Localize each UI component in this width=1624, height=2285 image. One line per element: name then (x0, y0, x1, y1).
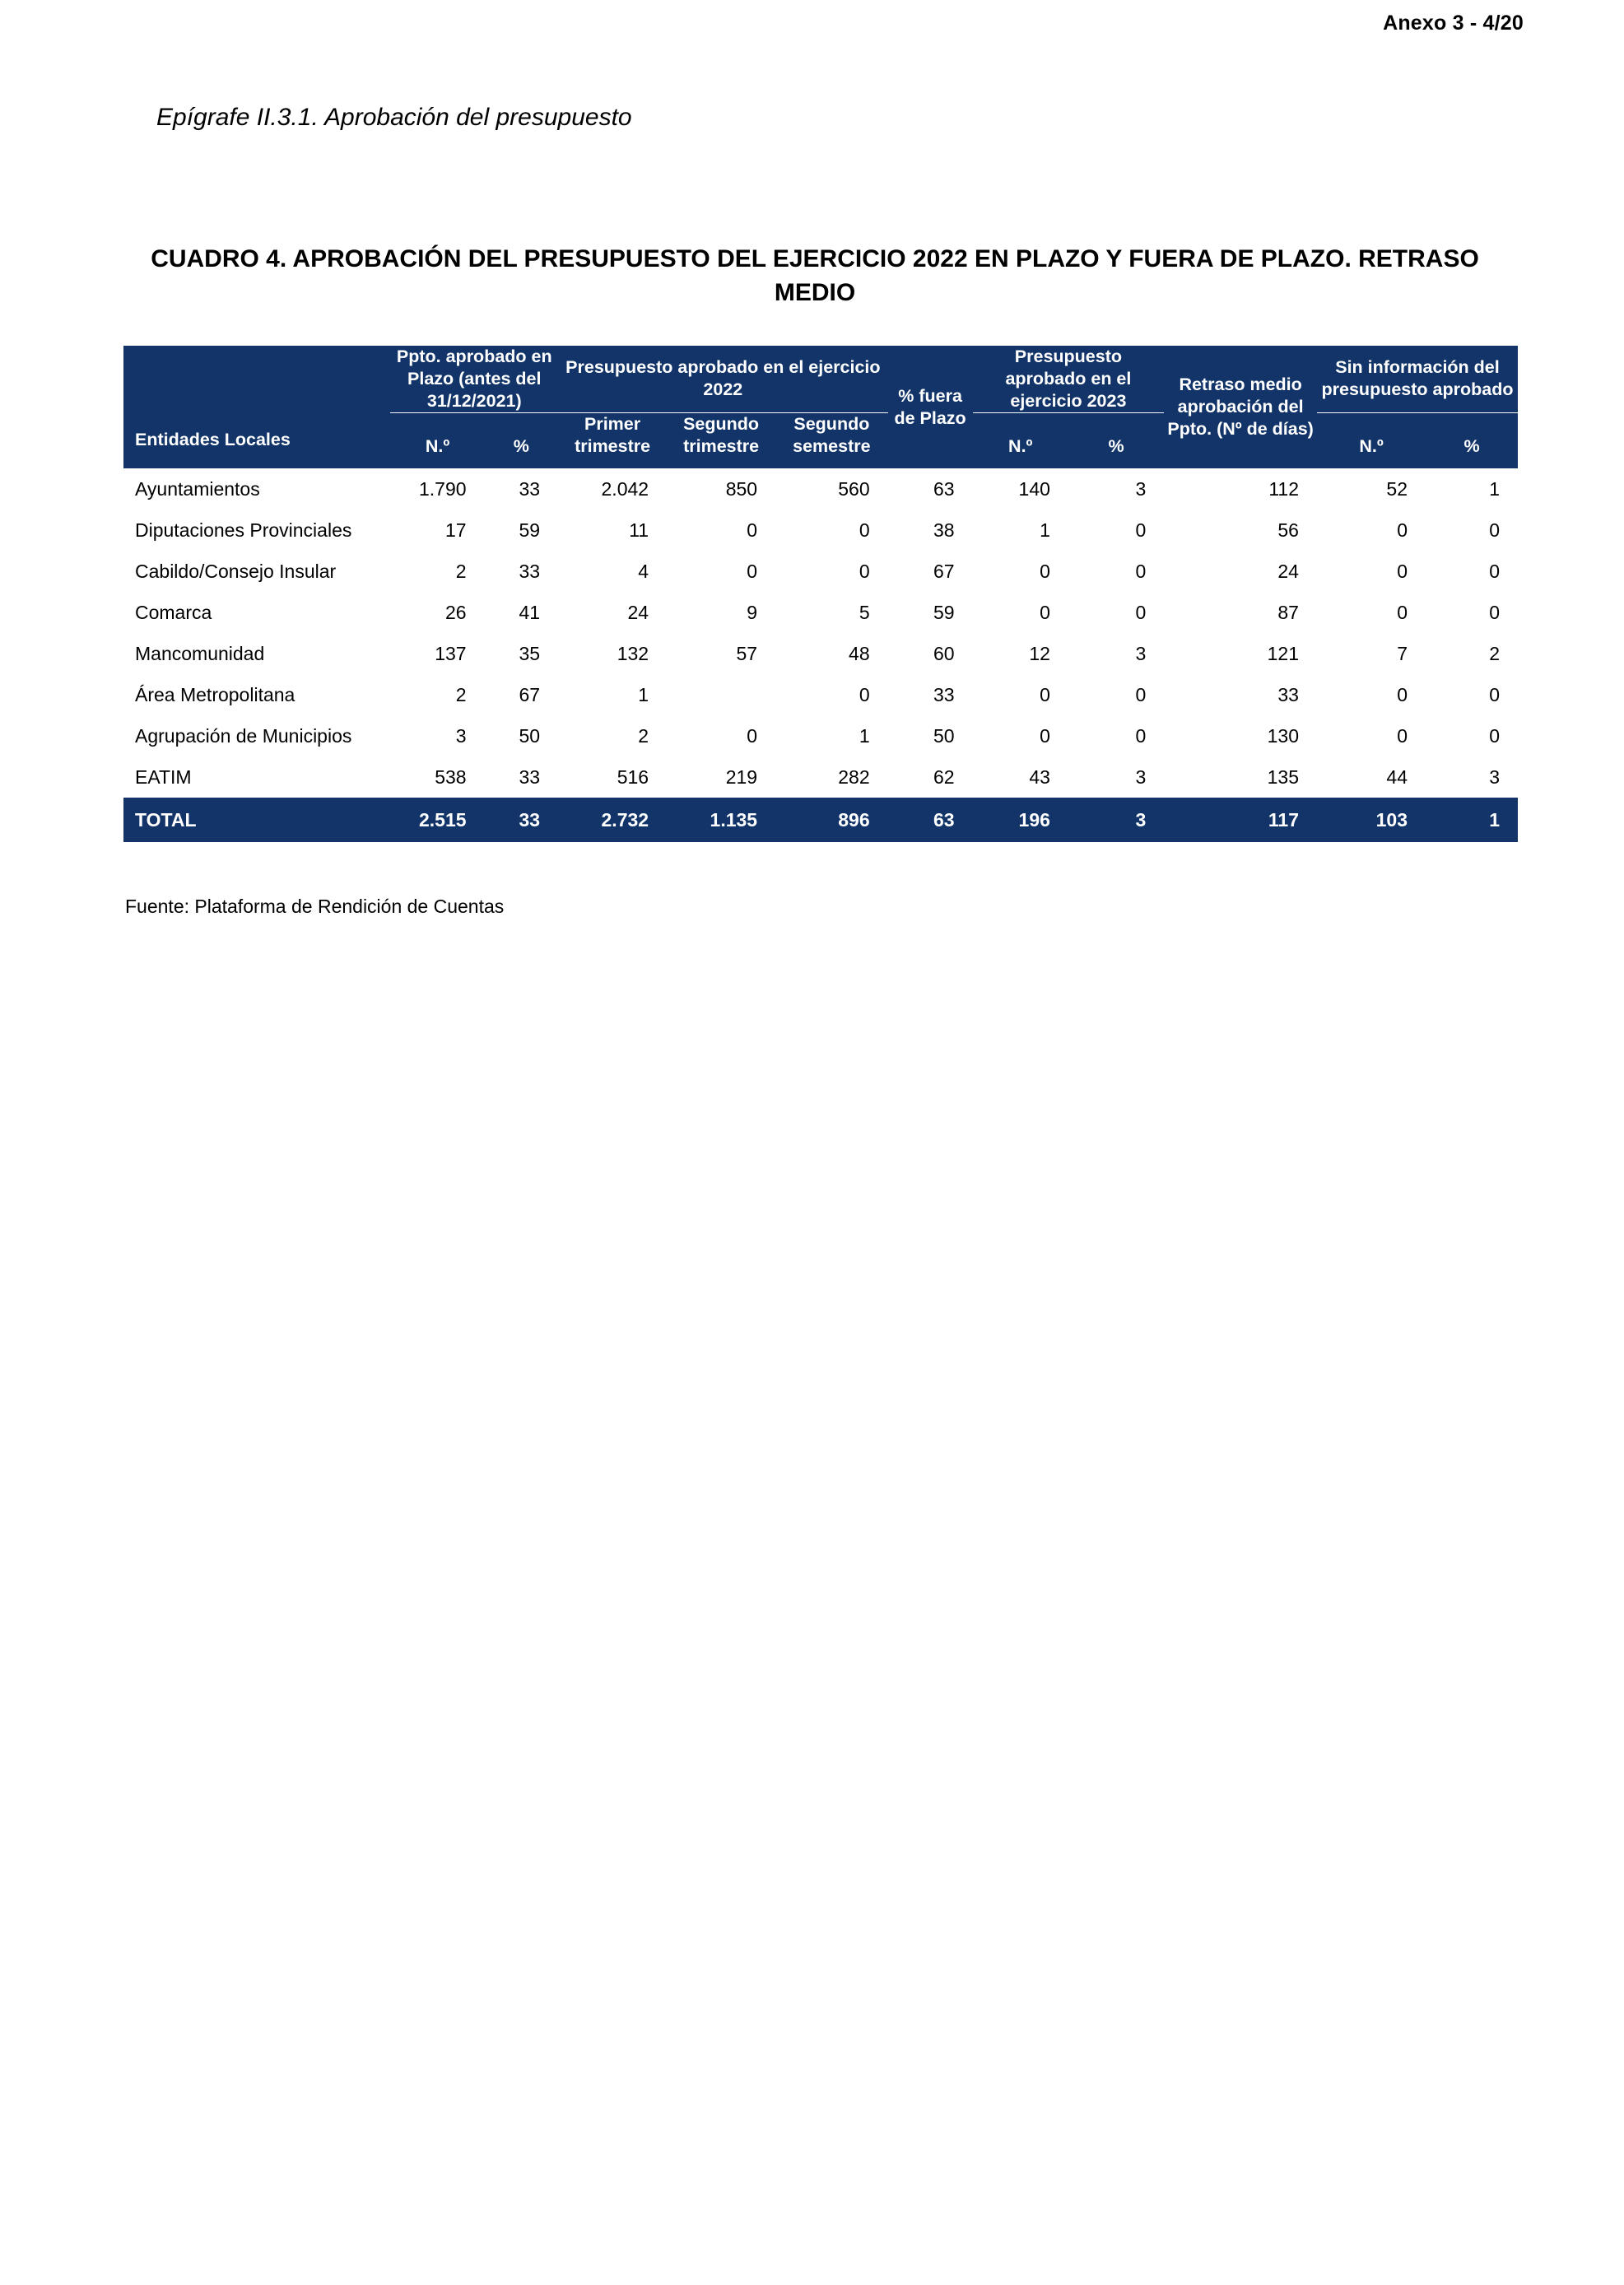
table-row (123, 756, 1518, 798)
cell-sin-num: 0 (1397, 683, 1408, 705)
table-row (123, 715, 1518, 756)
cell-segundo-semestre: 1 (859, 724, 870, 747)
table-row (123, 674, 1518, 715)
cell-retraso: 87 (1277, 601, 1299, 623)
cell-plazo-num: 26 (444, 601, 467, 623)
cell-total-sin-num: 103 (1317, 798, 1426, 842)
cell-pct-2023: 3 (1135, 642, 1147, 664)
cell-sin-pct: 2 (1489, 642, 1500, 664)
cell-plazo-pct: 41 (519, 601, 541, 623)
cell-total-plazo-num: 2.515 (390, 798, 484, 842)
cell-total-pct-2023: 3 (1068, 798, 1164, 842)
cell-pct-2023: 0 (1135, 519, 1147, 541)
cell-plazo-pct: 67 (519, 683, 541, 705)
cell-segundo-trimestre: 57 (736, 642, 758, 664)
table-row (123, 633, 1518, 674)
table-row (123, 551, 1518, 592)
cell-sin-num: 0 (1397, 601, 1408, 623)
cell-sin-pct: 3 (1489, 766, 1500, 788)
cell-sin-num: 44 (1386, 766, 1408, 788)
cell-total-segundo-trimestre: 1.135 (667, 798, 775, 842)
cell-pct-2023: 0 (1135, 683, 1147, 705)
cell-primer-trimestre: 4 (638, 560, 649, 582)
table-header (123, 346, 1518, 468)
header-sub-pct-2023: % (1068, 412, 1164, 468)
row-label: Ayuntamientos (135, 477, 260, 500)
cell-total-plazo-pct: 33 (485, 798, 559, 842)
cell-total-num-2023: 196 (973, 798, 1068, 842)
cell-plazo-pct: 33 (519, 560, 541, 582)
header-group-ejercicio-2022: Presupuesto aprobado en el ejercicio 2022 (558, 346, 888, 412)
cell-pct-fuera: 67 (933, 560, 955, 582)
cell-total-retraso: 117 (1164, 798, 1317, 842)
header-sub-segundo-semestre: Segundo semestre (775, 412, 888, 468)
cell-segundo-semestre: 282 (838, 766, 870, 788)
cell-num-2023: 0 (1040, 560, 1050, 582)
cell-plazo-num: 3 (455, 724, 467, 747)
header-sub-segundo-trimestre: Segundo trimestre (667, 412, 775, 468)
cell-pct-fuera: 50 (933, 724, 955, 747)
header-row-groups (123, 346, 1518, 412)
header-group-ejercicio-2023: Presupuesto aprobado en el ejercicio 2023 (973, 346, 1165, 412)
cell-pct-fuera: 60 (933, 642, 955, 664)
cell-sin-num: 0 (1397, 519, 1408, 541)
cell-plazo-pct: 50 (519, 724, 541, 747)
row-label: Área Metropolitana (135, 683, 295, 705)
table-row (123, 468, 1518, 510)
row-label: Comarca (135, 601, 212, 623)
cell-sin-pct: 0 (1489, 683, 1500, 705)
cell-segundo-trimestre (667, 674, 775, 715)
cell-retraso: 56 (1277, 519, 1299, 541)
cell-plazo-pct: 33 (519, 766, 541, 788)
cell-retraso: 130 (1267, 724, 1299, 747)
table-source-note: Fuente: Plataforma de Rendición de Cuentas (125, 896, 505, 917)
cell-num-2023: 43 (1029, 766, 1050, 788)
page-header-label: Anexo 3 - 4/20 (1383, 12, 1524, 35)
header-sub-num-plazo: N.º (390, 412, 484, 468)
cell-retraso: 135 (1267, 766, 1299, 788)
cell-pct-2023: 3 (1135, 766, 1147, 788)
row-label-total: TOTAL (123, 798, 390, 842)
header-sub-num-2023: N.º (973, 412, 1068, 468)
cell-plazo-num: 2 (455, 560, 467, 582)
cell-plazo-pct: 59 (519, 519, 541, 541)
cell-sin-num: 7 (1397, 642, 1408, 664)
cell-num-2023: 0 (1040, 683, 1050, 705)
header-retraso-medio: Retraso medio aprobación del Ppto. (Nº de días) (1164, 346, 1317, 468)
cell-segundo-semestre: 5 (859, 601, 870, 623)
cell-segundo-trimestre: 0 (747, 724, 758, 747)
cell-primer-trimestre: 24 (627, 601, 649, 623)
row-label: Mancomunidad (135, 642, 265, 664)
row-label: Cabildo/Consejo Insular (135, 560, 337, 582)
cell-segundo-trimestre: 9 (747, 601, 758, 623)
cell-pct-2023: 0 (1135, 601, 1147, 623)
cell-sin-num: 0 (1397, 724, 1408, 747)
header-pct-fuera-plazo: % fuera de Plazo (888, 346, 973, 468)
cell-pct-2023: 3 (1135, 477, 1147, 500)
cell-retraso: 24 (1277, 560, 1299, 582)
header-sub-pct-plazo: % (485, 412, 559, 468)
row-label: EATIM (135, 766, 192, 788)
cell-sin-pct: 0 (1489, 724, 1500, 747)
cell-primer-trimestre: 2 (638, 724, 649, 747)
cell-pct-fuera: 63 (933, 477, 955, 500)
cell-segundo-semestre: 560 (838, 477, 870, 500)
cell-num-2023: 0 (1040, 601, 1050, 623)
cell-pct-2023: 0 (1135, 560, 1147, 582)
cell-plazo-num: 1.790 (419, 477, 467, 500)
table-body (123, 468, 1518, 842)
cell-num-2023: 0 (1040, 724, 1050, 747)
table-row (123, 510, 1518, 551)
cell-total-primer-trimestre: 2.732 (558, 798, 667, 842)
cell-plazo-pct: 35 (519, 642, 541, 664)
cell-retraso: 121 (1267, 642, 1299, 664)
cell-sin-pct: 0 (1489, 560, 1500, 582)
cell-plazo-num: 137 (435, 642, 467, 664)
cell-pct-fuera: 62 (933, 766, 955, 788)
header-entidades-locales: Entidades Locales (123, 346, 390, 468)
cell-retraso: 112 (1268, 477, 1299, 500)
header-sub-primer-trimestre: Primer trimestre (558, 412, 667, 468)
cell-primer-trimestre: 2.042 (601, 477, 649, 500)
row-label: Agrupación de Municipios (135, 724, 352, 747)
cell-segundo-semestre: 0 (859, 560, 870, 582)
header-group-ppto-plazo: Ppto. aprobado en Plazo (antes del 31/12/2021) (390, 346, 558, 412)
budget-approval-table (123, 346, 1518, 842)
header-sub-pct-sin-info: % (1426, 412, 1518, 468)
cell-pct-2023: 0 (1135, 724, 1147, 747)
cell-segundo-trimestre: 0 (747, 519, 758, 541)
cell-total-sin-pct: 1 (1426, 798, 1518, 842)
cell-segundo-trimestre: 0 (747, 560, 758, 582)
section-heading: Epígrafe II.3.1. Aprobación del presupuesto (156, 104, 632, 131)
cell-sin-pct: 0 (1489, 519, 1500, 541)
cell-total-pct-fuera: 63 (888, 798, 973, 842)
cell-pct-fuera: 38 (933, 519, 955, 541)
cell-num-2023: 140 (1018, 477, 1050, 500)
cell-primer-trimestre: 132 (617, 642, 649, 664)
cell-num-2023: 12 (1029, 642, 1050, 664)
cell-pct-fuera: 33 (933, 683, 955, 705)
cell-sin-num: 52 (1386, 477, 1408, 500)
cell-segundo-semestre: 0 (859, 519, 870, 541)
header-sub-num-sin-info: N.º (1317, 412, 1426, 468)
cell-primer-trimestre: 1 (638, 683, 649, 705)
cell-pct-fuera: 59 (933, 601, 955, 623)
cell-sin-pct: 0 (1489, 601, 1500, 623)
page-title: CUADRO 4. APROBACIÓN DEL PRESUPUESTO DEL EJERCICIO 2022 EN PLAZO Y FUERA DE PLAZO. RETRASO MEDIO (151, 245, 1479, 306)
cell-plazo-num: 17 (444, 519, 467, 541)
cell-segundo-trimestre: 219 (725, 766, 758, 788)
data-table-container (123, 346, 1518, 842)
cell-segundo-semestre: 0 (859, 683, 870, 705)
cell-num-2023: 1 (1040, 519, 1050, 541)
table-total-row (123, 798, 1518, 842)
row-label: Diputaciones Provinciales (135, 519, 352, 541)
cell-segundo-trimestre: 850 (725, 477, 758, 500)
cell-plazo-num: 538 (435, 766, 467, 788)
cell-segundo-semestre: 48 (849, 642, 870, 664)
cell-sin-pct: 1 (1489, 477, 1500, 500)
cell-total-segundo-semestre: 896 (775, 798, 888, 842)
cell-plazo-pct: 33 (519, 477, 541, 500)
table-row (123, 592, 1518, 633)
cell-retraso: 33 (1277, 683, 1299, 705)
cell-plazo-num: 2 (455, 683, 467, 705)
header-group-sin-informacion: Sin información del presupuesto aprobado (1317, 346, 1518, 412)
cell-primer-trimestre: 516 (617, 766, 649, 788)
cell-sin-num: 0 (1397, 560, 1408, 582)
cell-primer-trimestre: 11 (629, 519, 649, 541)
